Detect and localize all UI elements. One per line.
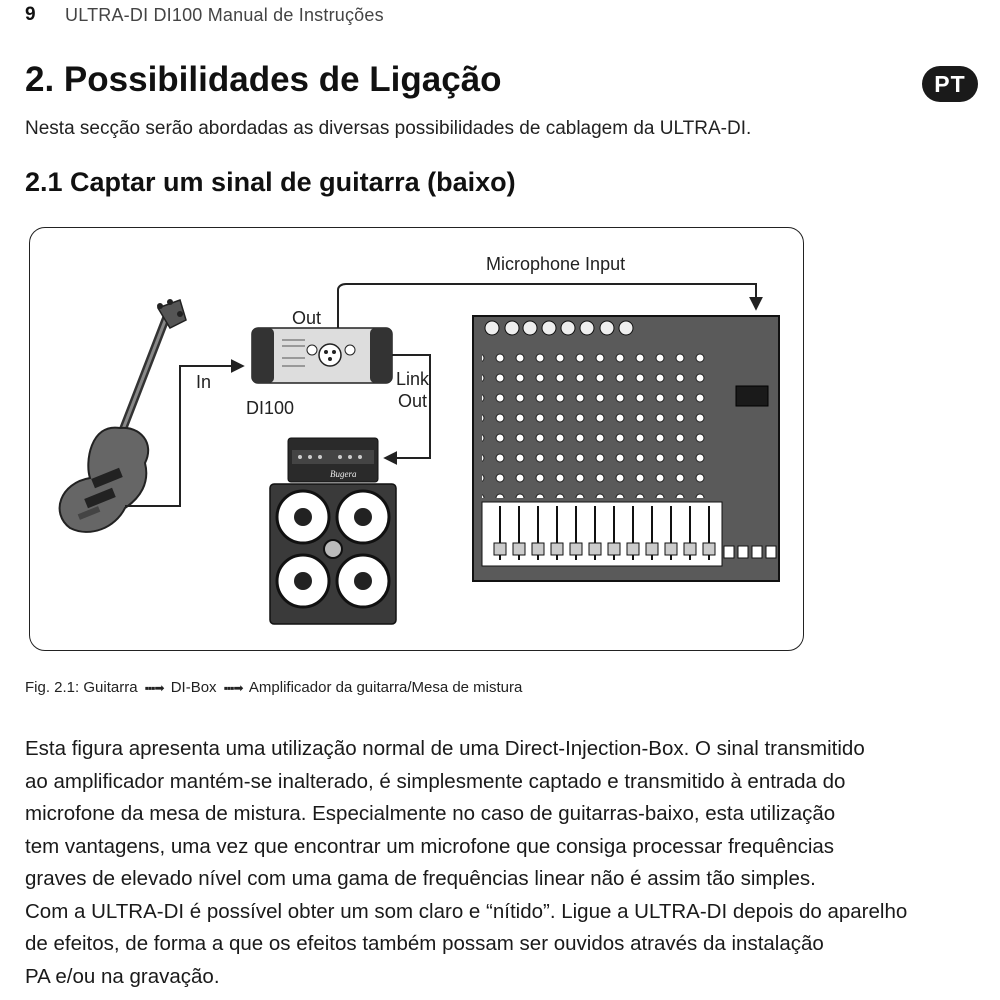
speaker-cabinet-illustration (270, 484, 396, 624)
caption-part-dibox: DI-Box (170, 679, 217, 696)
label-microphone-input: Microphone Input (486, 254, 626, 274)
body-line: ao amplificador mantém-se inalterado, é simplesmente captado e transmitido à entrada do (25, 769, 846, 793)
figure-caption (25, 679, 522, 696)
body-line: tem vantagens, uma vez que encontrar um microfone que consiga processar frequências (25, 834, 835, 858)
label-di100: DI100 (246, 398, 295, 418)
amp-head-illustration (288, 438, 378, 482)
caption-arrow-icon: ▪▪▪➡ (223, 681, 243, 695)
label-link-out: Out (398, 391, 428, 411)
caption-part-guitar: Fig. 2.1: Guitarra (25, 679, 138, 696)
language-badge: PT (922, 66, 978, 102)
document-title: ULTRA-DI DI100 Manual de Instruções (65, 5, 384, 25)
body-line: Esta figura apresenta uma utilização normal de uma Direct-Injection-Box. O sinal transmitido (25, 737, 865, 760)
body-line: de efeitos, de forma a que os efeitos também possam ser ouvidos através da instalação (25, 932, 824, 955)
label-out: Out (292, 308, 322, 328)
section-intro: Nesta secção serão abordadas as diversas possibilidades de cablagem da ULTRA-DI. (25, 118, 752, 139)
page-number: 9 (25, 4, 36, 25)
body-line: graves de elevado nível com uma gama de frequências linear não é assim tão simples. (25, 867, 816, 890)
subsection-title: 2.1 Captar um sinal de guitarra (baixo) (25, 167, 516, 197)
connection-diagram (29, 227, 804, 651)
body-line: PA e/ou na gravação. (25, 964, 220, 988)
section-title: 2. Possibilidades de Ligação (25, 60, 502, 99)
body-line: Com a ULTRA-DI é possível obter um som claro e “nítido”. Ligue a ULTRA-DI depois do aparelho (25, 899, 908, 923)
caption-part-amp-mixer: Amplificador da guitarra/Mesa de mistura (248, 679, 523, 696)
body-paragraph (25, 733, 985, 993)
caption-arrow-icon: ▪▪▪➡ (144, 681, 164, 695)
amp-brand-logo: Bugera (330, 469, 357, 479)
di100-box-illustration (252, 328, 392, 383)
mixing-console-illustration (473, 316, 779, 581)
label-in: In (196, 372, 212, 392)
bass-guitar-illustration (60, 299, 186, 532)
body-line: microfone da mesa de mistura. Especialmente no caso de guitarras-baixo, esta utilização (25, 802, 836, 825)
label-link: Link (396, 369, 430, 389)
